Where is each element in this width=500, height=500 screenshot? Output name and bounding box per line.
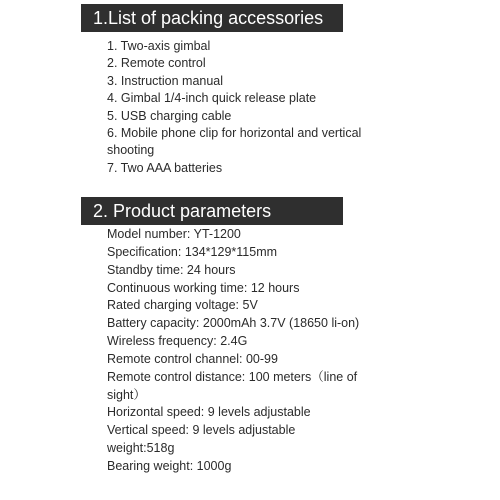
list-item: 7. Two AAA batteries xyxy=(107,160,223,175)
parameter-item: Horizontal speed: 9 levels adjustable xyxy=(107,405,311,420)
parameter-item: Vertical speed: 9 levels adjustable xyxy=(107,423,296,438)
list-item: 2. Remote control xyxy=(107,56,206,71)
parameter-item: Remote control distance: 100 meters（line of sight） xyxy=(107,369,358,402)
parameter-item: Bearing weight: 1000g xyxy=(107,458,232,473)
parameter-item: Battery capacity: 2000mAh 3.7V (18650 li-on) xyxy=(107,316,360,331)
product-parameters-list xyxy=(107,226,387,476)
list-item: 3. Instruction manual xyxy=(107,73,224,88)
packing-accessories-list xyxy=(107,38,387,177)
parameter-item: Wireless frequency: 2.4G xyxy=(107,334,248,349)
parameter-item: Specification: 134*129*115mm xyxy=(107,244,278,259)
parameter-item: Rated charging voltage: 5V xyxy=(107,298,258,313)
parameter-item: Model number: YT-1200 xyxy=(107,227,241,241)
list-item: 5. USB charging cable xyxy=(107,108,232,123)
list-item: 4. Gimbal 1/4-inch quick release plate xyxy=(107,91,317,106)
list-item: 1. Two-axis gimbal xyxy=(107,39,211,53)
packing-list-heading: 1.List of packing accessories xyxy=(81,4,343,32)
parameter-item: Remote control channel: 00-99 xyxy=(107,351,278,366)
parameter-item: Standby time: 24 hours xyxy=(107,262,236,277)
product-parameters-heading: 2. Product parameters xyxy=(81,197,343,225)
list-item: 6. Mobile phone clip for horizontal and vertical shooting xyxy=(107,126,362,158)
parameter-item: Continuous working time: 12 hours xyxy=(107,280,300,295)
parameter-item: weight:518g xyxy=(107,441,175,456)
